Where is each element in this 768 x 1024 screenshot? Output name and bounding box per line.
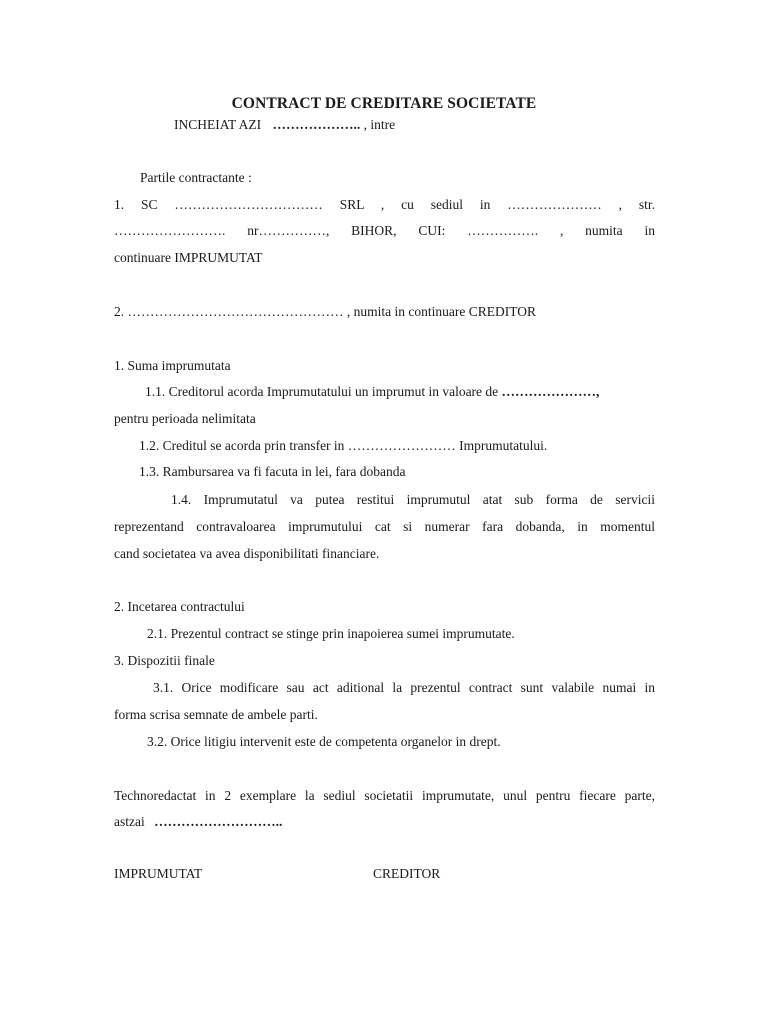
clause-1-4-line2: reprezentand contravaloarea imprumutului cat si numerar fara dobanda, in momentul: [114, 519, 655, 534]
section3-heading: 3. Dispozitii finale: [114, 653, 215, 668]
clause-1-1-text: 1.1. Creditorul acorda Imprumutatului un imprumut in valoare de: [145, 384, 499, 399]
closing-date-dots: ………………………..: [154, 814, 283, 829]
party1-line1: 1. SC …………………………… SRL , cu sediul in ………………… , str.: [114, 197, 655, 212]
document-title: CONTRACT DE CREDITARE SOCIETATE: [231, 95, 537, 112]
subtitle-end: , intre: [363, 117, 396, 132]
parties-heading: Partile contractante :: [140, 170, 252, 185]
clause-2-1: 2.1. Prezentul contract se stinge prin inapoierea sumei imprumutate.: [147, 626, 515, 641]
section2-heading: 2. Incetarea contractului: [114, 599, 245, 614]
subtitle-dots: ………………..: [272, 117, 361, 132]
clause-1-4-line3: cand societatea va avea disponibilitati financiare.: [114, 546, 380, 561]
signature-imprumutat: IMPRUMUTAT: [114, 866, 203, 881]
clause-1-1-line1: [145, 383, 599, 401]
closing-line2: [114, 813, 282, 831]
clause-1-3: 1.3. Rambursarea va fi facuta in lei, fara dobanda: [139, 464, 406, 479]
closing-date-label: astzai: [114, 814, 145, 829]
closing-line1: Technoredactat in 2 exemplare la sediul societatii imprumutate, unul pentru fiecare parte,: [114, 788, 655, 803]
party1-line3: continuare IMPRUMUTAT: [114, 250, 263, 265]
clause-1-2: 1.2. Creditul se acorda prin transfer in …………………… Imprumutatului.: [139, 438, 548, 453]
signature-creditor: CREDITOR: [373, 866, 441, 881]
document-subtitle: [174, 116, 395, 134]
party1-line2: ……………………. nr……………, BIHOR, CUI: ……………. , numita in: [114, 223, 655, 238]
party2-line: 2. ………………………………………… , numita in continuare CREDITOR: [114, 304, 536, 319]
clause-1-4-line1: 1.4. Imprumutatul va putea restitui imprumutul atat sub forma de servicii: [171, 492, 655, 507]
clause-3-2: 3.2. Orice litigiu intervenit este de competenta organelor in drept.: [147, 734, 501, 749]
clause-1-1-line2: pentru perioada nelimitata: [114, 411, 256, 426]
clause-3-1-line1: 3.1. Orice modificare sau act aditional la prezentul contract sunt valabile numai in: [153, 680, 655, 695]
subtitle-label: INCHEIAT AZI: [174, 117, 262, 132]
clause-1-1-dots: …………………,: [501, 384, 600, 399]
clause-3-1-line2: forma scrisa semnate de ambele parti.: [114, 707, 318, 722]
section1-heading: 1. Suma imprumutata: [114, 358, 231, 373]
